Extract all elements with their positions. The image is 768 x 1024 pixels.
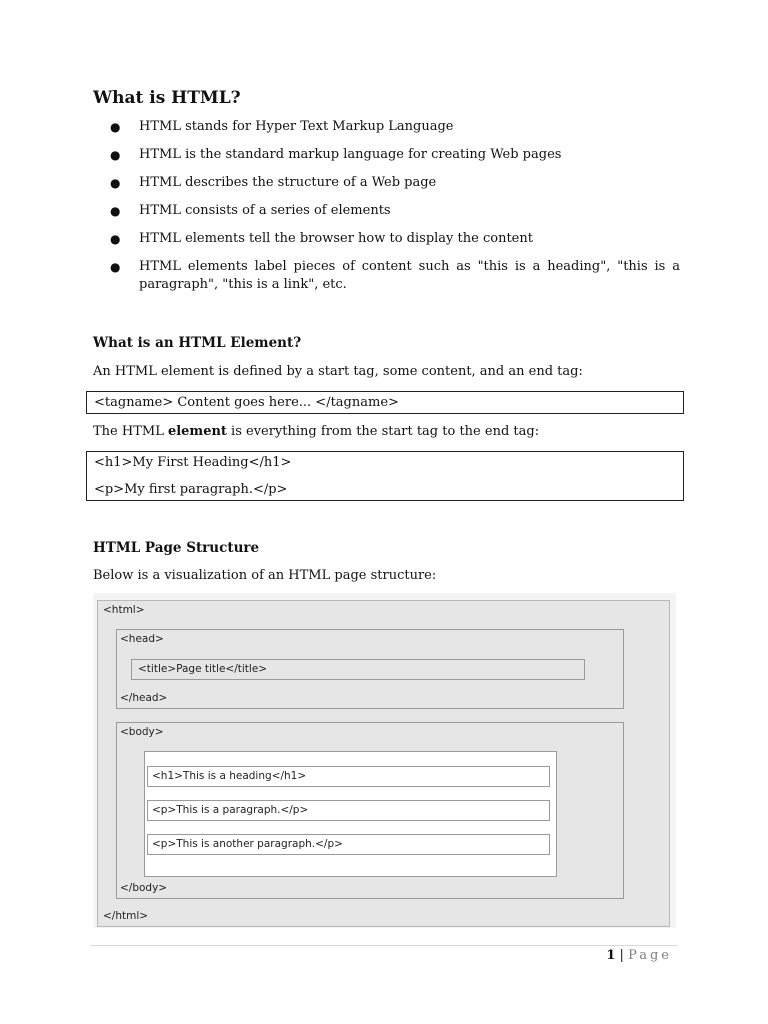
html-open-tag: <html>	[103, 604, 145, 616]
title-tag-box	[131, 659, 585, 680]
p-tag-text: <p>This is another paragraph.</p>	[152, 838, 343, 850]
html-facts-list	[110, 118, 680, 304]
syntax-code-box	[86, 391, 684, 414]
structure-intro-text: Below is a visualization of an HTML page structure:	[93, 568, 437, 583]
html-close-tag: </html>	[103, 910, 149, 922]
list-item: ● HTML consists of a series of elements	[110, 203, 391, 218]
body-open-tag: <body>	[120, 726, 164, 738]
syntax-code-text: <tagname> Content goes here... </tagname>	[94, 395, 399, 410]
list-item: ● HTML elements label pieces of content such as "this is a heading", "this is a paragraph", "this is a link", etc.	[110, 259, 680, 292]
example-code-box	[86, 451, 684, 501]
example-code-line: <p>My first paragraph.</p>	[94, 482, 288, 497]
bullet-icon: ●	[110, 120, 121, 134]
body-content-box	[144, 751, 557, 877]
page-number: 1	[606, 948, 616, 963]
list-item: ● HTML stands for Hyper Text Markup Language	[110, 119, 454, 134]
element-intro-text: An HTML element is defined by a start tag, some content, and an end tag:	[93, 364, 583, 379]
page-label: Page	[628, 948, 672, 963]
title-tag-text: <title>Page title</title>	[138, 663, 268, 675]
head-open-tag: <head>	[120, 633, 164, 645]
footer-divider	[90, 945, 678, 946]
page-title: What is HTML?	[93, 88, 241, 108]
p-tag-box	[147, 800, 550, 821]
element-explain-text: The HTML element is everything from the start tag to the end tag:	[93, 424, 540, 439]
head-section-box	[116, 629, 624, 709]
list-item: ● HTML is the standard markup language for creating Web pages	[110, 147, 562, 162]
bullet-icon: ●	[110, 232, 121, 246]
h1-tag-text: <h1>This is a heading</h1>	[152, 770, 307, 782]
list-item: ● HTML elements tell the browser how to display the content	[110, 231, 533, 246]
p-tag-text: <p>This is a paragraph.</p>	[152, 804, 309, 816]
p-tag-box	[147, 834, 550, 855]
bullet-icon: ●	[110, 148, 121, 162]
footer-separator: |	[619, 948, 624, 963]
body-close-tag: </body>	[120, 882, 168, 894]
example-code-line: <h1>My First Heading</h1>	[94, 455, 292, 470]
section-title-structure: HTML Page Structure	[93, 540, 260, 556]
head-close-tag: </head>	[120, 692, 168, 704]
h1-tag-box	[147, 766, 550, 787]
list-item: ● HTML describes the structure of a Web page	[110, 175, 437, 190]
bullet-icon: ●	[110, 176, 121, 190]
bullet-icon: ●	[110, 204, 121, 218]
html-structure-diagram	[97, 600, 670, 927]
bullet-icon: ●	[110, 260, 121, 274]
page-footer	[606, 948, 672, 963]
section-title-element: What is an HTML Element?	[93, 335, 302, 351]
body-section-box	[116, 722, 624, 899]
